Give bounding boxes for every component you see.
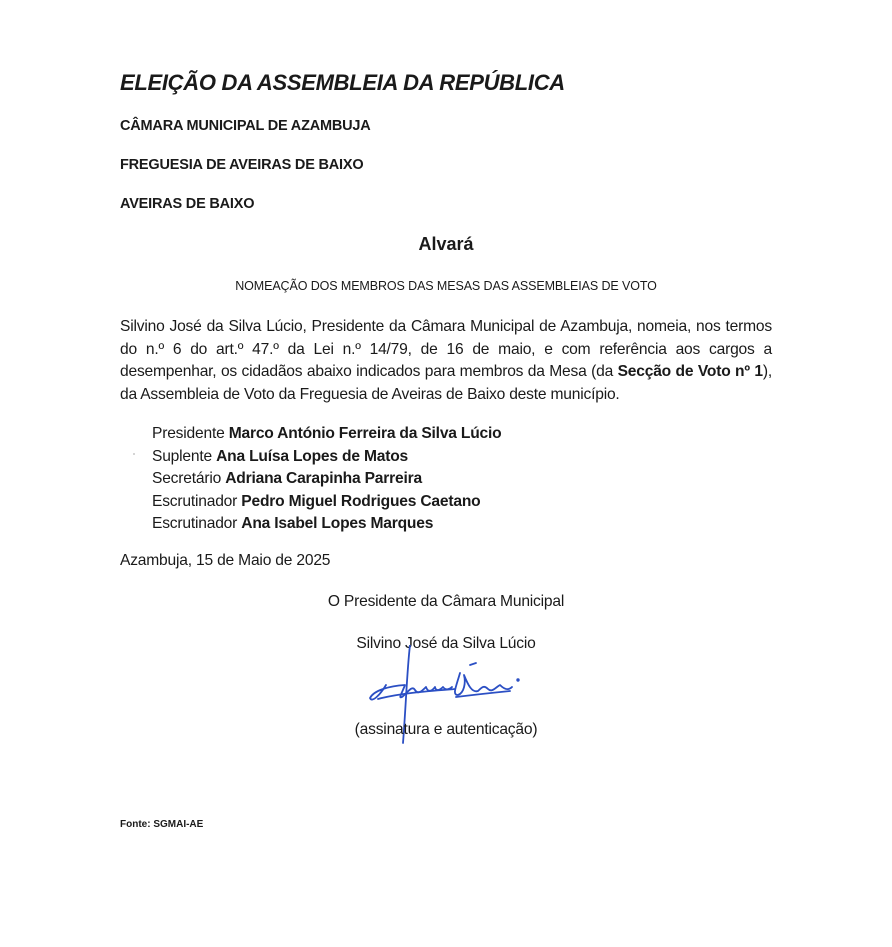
member-line-presidente bbox=[152, 423, 501, 446]
municipality-heading: CÂMARA MUNICIPAL DE AZAMBUJA bbox=[120, 118, 371, 134]
member-role: Presidente bbox=[152, 425, 225, 442]
nomination-subheading: NOMEAÇÃO DOS MEMBROS DAS MESAS DAS ASSEMBLEIAS DE VOTO bbox=[235, 279, 657, 293]
signature-caption: (assinatura e autenticação) bbox=[354, 721, 538, 738]
scan-speck bbox=[133, 453, 135, 455]
section-reference: Secção de Voto nº 1 bbox=[617, 363, 763, 380]
source-note: Fonte: SGMAI-AE bbox=[120, 819, 204, 830]
nomination-paragraph bbox=[120, 316, 772, 406]
member-role: Escrutinador bbox=[152, 515, 238, 532]
signatory-role: O Presidente da Câmara Municipal bbox=[327, 593, 565, 610]
member-line-escrutinador-2 bbox=[152, 513, 501, 536]
document-title: ELEIÇÃO DA ASSEMBLEIA DA REPÚBLICA bbox=[120, 70, 565, 95]
parish-heading: FREGUESIA DE AVEIRAS DE BAIXO bbox=[120, 157, 364, 173]
member-name: Adriana Carapinha Parreira bbox=[225, 470, 422, 487]
member-name: Ana Luísa Lopes de Matos bbox=[216, 447, 408, 465]
locality-heading: AVEIRAS DE BAIXO bbox=[120, 196, 255, 212]
members-list bbox=[152, 423, 501, 536]
member-line-secretario bbox=[152, 468, 501, 491]
member-role: Secretário bbox=[152, 470, 222, 487]
place-date: Azambuja, 15 de Maio de 2025 bbox=[120, 552, 331, 569]
member-name: Marco António Ferreira da Silva Lúcio bbox=[228, 425, 502, 442]
signatory-name: Silvino José da Silva Lúcio bbox=[356, 635, 536, 652]
member-role: Suplente bbox=[152, 447, 212, 465]
member-name: Ana Isabel Lopes Marques bbox=[241, 515, 434, 532]
member-name: Pedro Miguel Rodrigues Caetano bbox=[241, 492, 481, 510]
member-line-escrutinador-1 bbox=[152, 491, 501, 514]
paragraph-text-end: ), da Assembleia de Voto da Freguesia de Aveiras de Baixo deste município. bbox=[120, 363, 772, 403]
member-role: Escrutinador bbox=[152, 492, 238, 510]
paragraph-text-start: Silvino José da Silva Lúcio, Presidente da Câmara Municipal de Azambuja, nomeia, nos termos do n.º 6 do art.º 47.º da Lei n.º 14/79, de 16 de maio, e com referência aos cargos a desempenhar, os cidadãos abaixo indicados para membros da Mesa (da bbox=[120, 318, 772, 380]
alvara-heading: Alvará bbox=[418, 234, 474, 254]
member-line-suplente bbox=[152, 446, 501, 469]
